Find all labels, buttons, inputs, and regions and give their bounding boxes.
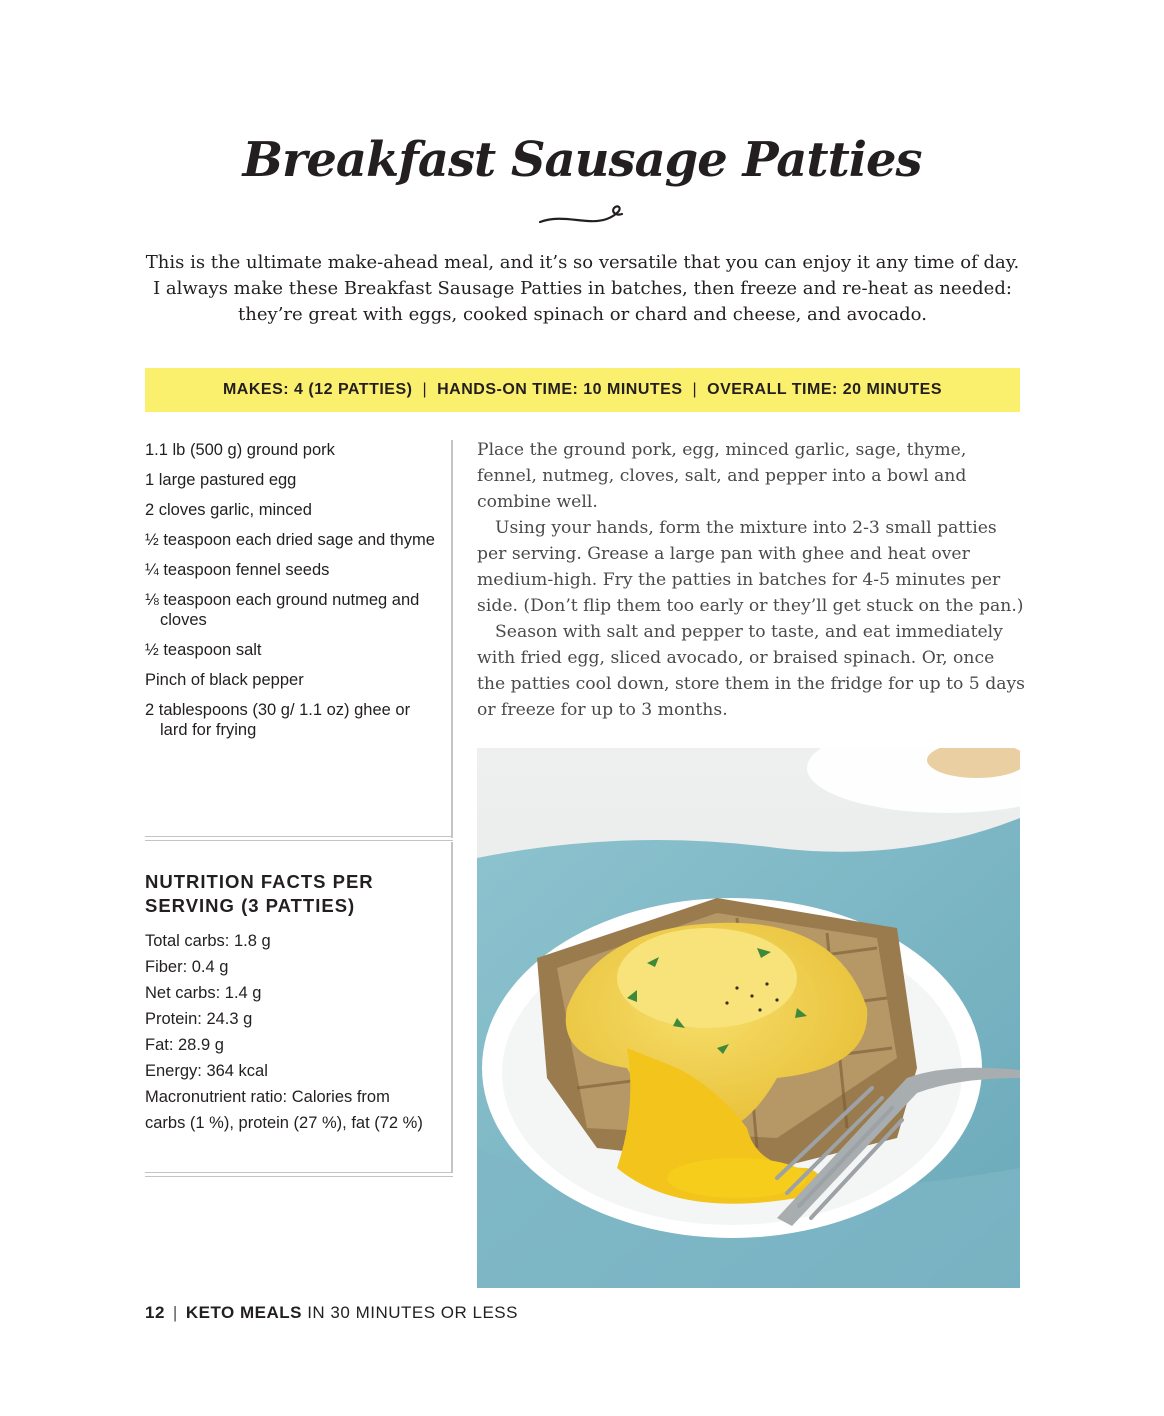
recipe-title: Breakfast Sausage Patties (242, 132, 922, 188)
nutrition-item: Energy: 364 kcal (145, 1062, 268, 1080)
method-text (477, 437, 1025, 723)
recipe-photo (477, 748, 1020, 1288)
nutrition-heading-line: SERVING (3 PATTIES) (145, 895, 356, 916)
method-paragraph: Using your hands, form the mixture into 2-3 small patties per serving. Grease a large pan with ghee and heat over medium-high. Fry the patties in batches for 4-5 minutes per side. (Don’t flip them too early or they’ll get stuck on the pan.) (477, 518, 1024, 616)
nutrition-item: Fat: 28.9 g (145, 1036, 224, 1054)
ingredients-list (145, 440, 435, 750)
nutrition-heading-line: NUTRITION FACTS PER (145, 871, 374, 892)
ingredient-item: ½ teaspoon salt (145, 641, 262, 659)
ingredient-item: 1.1 lb (500 g) ground pork (145, 441, 335, 459)
method-paragraph: Season with salt and pepper to taste, and eat immediately with fried egg, sliced avocado, or braised spinach. Or, once the patties cool down, store them in the fridge for up to 5 days or freeze for up to 3 months. (477, 622, 1025, 720)
ingredient-item: 2 tablespoons (30 g/ 1.1 oz) ghee or lard for frying (145, 701, 411, 739)
meta-separator: | (692, 381, 698, 398)
nutrition-item: Macronutrient ratio: Calories from (145, 1088, 390, 1106)
recipe-meta-bar (145, 368, 1020, 412)
nutrition-item: Protein: 24.3 g (145, 1010, 253, 1028)
nutrition-top-rule (145, 836, 453, 841)
ingredient-item: 1 large pastured egg (145, 471, 297, 489)
nutrition-item: Net carbs: 1.4 g (145, 984, 262, 1002)
ingredient-item: 2 cloves garlic, minced (145, 501, 312, 519)
page-footer (145, 1303, 518, 1323)
nutrition-item: Total carbs: 1.8 g (145, 932, 271, 950)
ingredient-item: ¼ teaspoon fennel seeds (145, 561, 330, 579)
food-photo-illustration (477, 748, 1020, 1288)
nutrition-item: Fiber: 0.4 g (145, 958, 229, 976)
overall-time-label: OVERALL TIME: 20 MINUTES (707, 381, 943, 398)
column-divider (451, 440, 453, 838)
nutrition-heading (145, 870, 435, 918)
ingredient-item: ⅛ teaspoon each ground nutmeg and cloves (145, 591, 420, 629)
footer-separator: | (172, 1303, 178, 1322)
ingredient-item: Pinch of black pepper (145, 671, 304, 689)
book-tagline: IN 30 MINUTES OR LESS (301, 1303, 518, 1322)
method-paragraph: Place the ground pork, egg, minced garlic, sage, thyme, fennel, nutmeg, cloves, salt, and pepper into a bowl and combine well. (477, 440, 967, 512)
nutrition-item: carbs (1 %), protein (27 %), fat (72 %) (145, 1114, 423, 1132)
nutrition-facts-box (145, 842, 453, 1172)
ingredient-item: ½ teaspoon each dried sage and thyme (145, 531, 435, 549)
book-brand: KETO MEALS (185, 1303, 302, 1322)
meta-separator: | (422, 381, 428, 398)
page-number: 12 (145, 1303, 165, 1322)
title-flourish (536, 202, 628, 230)
hands-on-time-label: HANDS-ON TIME: 10 MINUTES (437, 381, 683, 398)
nutrition-bottom-rule (145, 1172, 453, 1177)
recipe-intro: This is the ultimate make-ahead meal, and it’s so versatile that you can enjoy it any time of day. I always make these Breakfast Sausage Patties in batches, then freeze and re-heat as needed: they’re great with eggs, cooked spinach or chard and cheese, and avocado. (145, 252, 1020, 325)
makes-label: MAKES: 4 (12 PATTIES) (222, 381, 413, 398)
nutrition-list (145, 928, 445, 1136)
